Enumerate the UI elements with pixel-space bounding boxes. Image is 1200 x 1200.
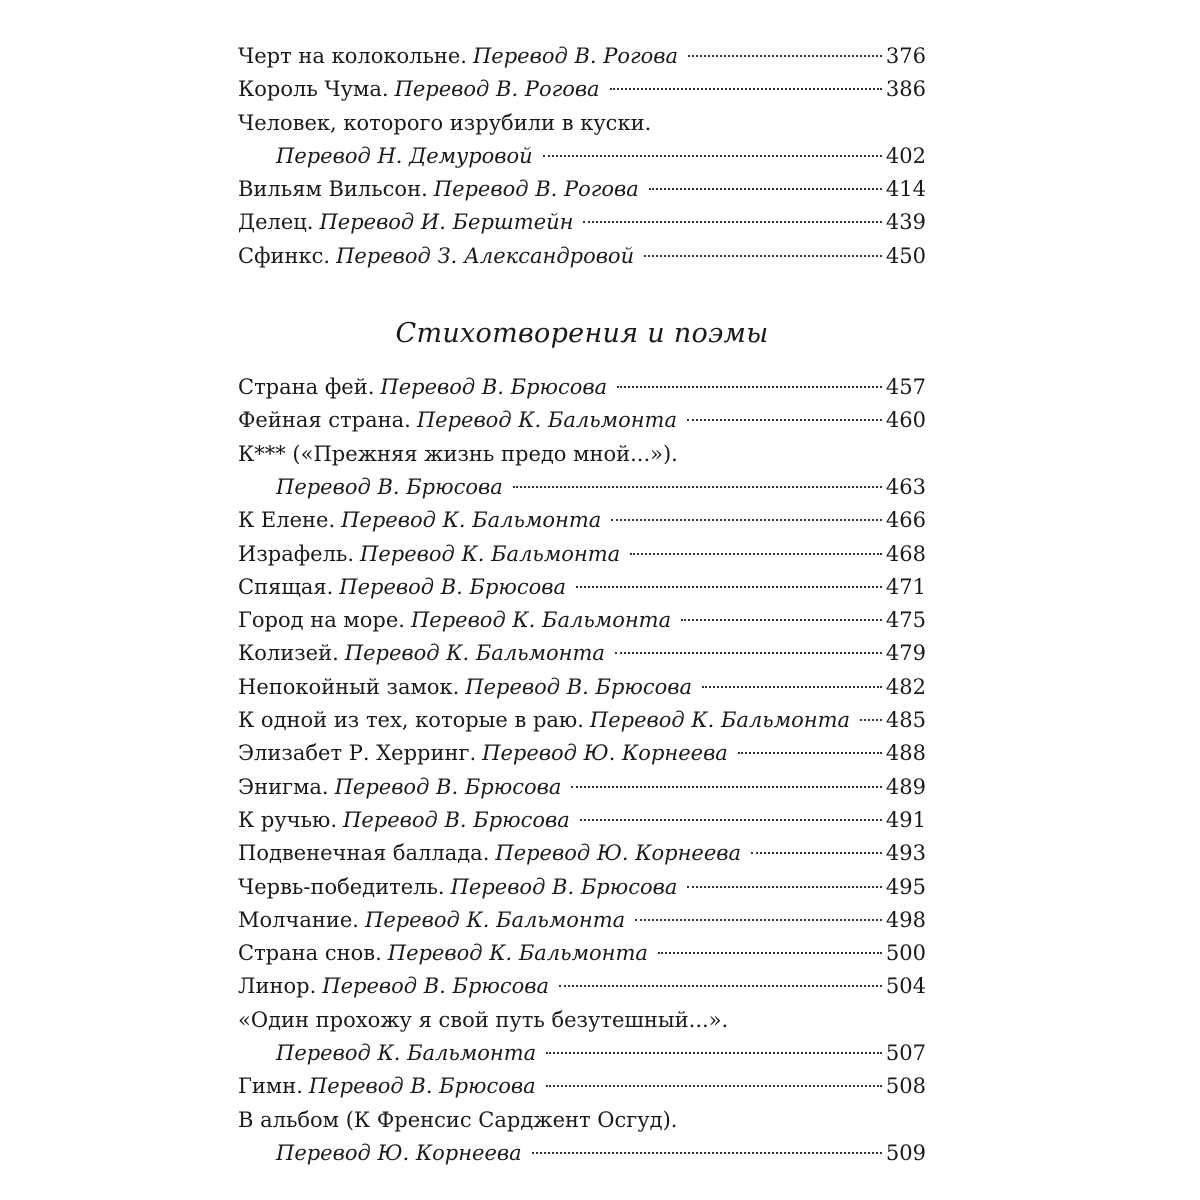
toc-entry	[238, 40, 926, 73]
toc-entry	[238, 173, 926, 206]
toc-entry	[238, 371, 926, 404]
dot-leader	[687, 886, 882, 888]
entry-page-number: 439	[885, 210, 926, 235]
entry-page-number: 402	[885, 143, 926, 168]
prose-entry-list	[238, 40, 926, 273]
toc-entry	[238, 671, 926, 704]
entry-translator: Перевод В. Брюсова	[339, 574, 567, 599]
dot-leader	[513, 486, 882, 488]
entry-title: Линор.	[238, 974, 317, 999]
entry-title: В альбом (К Френсис Сарджент Осгуд).	[238, 1107, 678, 1132]
toc-entry	[238, 771, 926, 804]
entry-translator: Перевод В. Брюсова	[450, 874, 678, 899]
entry-translator: Перевод В. Рогова	[394, 77, 600, 102]
entry-translator: Перевод К. Бальмонта	[276, 1041, 537, 1066]
dot-leader	[702, 686, 882, 688]
section-heading: Стихотворения и поэмы	[395, 318, 769, 350]
entry-page-number: 489	[885, 774, 926, 799]
poem-entry-list	[238, 371, 926, 1170]
entry-translator: Перевод К. Бальмонта	[416, 408, 677, 433]
entry-title: Король Чума.	[238, 77, 389, 102]
dot-leader	[543, 155, 882, 157]
toc-entry	[238, 904, 926, 937]
dot-leader	[559, 985, 882, 987]
entry-title: К Елене.	[238, 508, 336, 533]
dot-leader	[546, 1085, 882, 1087]
entry-page-number: 493	[885, 841, 926, 866]
dot-leader	[576, 586, 882, 588]
dot-leader	[630, 553, 882, 555]
entry-translator: Перевод В. Брюсова	[308, 1074, 536, 1099]
toc-entry	[238, 206, 926, 239]
toc-entry	[238, 404, 926, 437]
entry-translator: Перевод В. Брюсова	[380, 375, 608, 400]
entry-translator: Перевод К. Бальмонта	[410, 608, 672, 633]
entry-page-number: 482	[885, 674, 926, 699]
toc-entry	[238, 604, 926, 637]
entry-title: «Один прохожу я свой путь безутешный...».	[238, 1007, 729, 1032]
entry-title: Подвенечная баллада.	[238, 841, 490, 866]
dot-leader	[611, 519, 882, 521]
entry-title: Страна снов.	[238, 941, 382, 966]
entry-page-number: 386	[885, 77, 926, 102]
dot-leader	[546, 1052, 882, 1054]
entry-translator: Перевод Н. Демуровой	[276, 143, 533, 168]
entry-translator: Перевод К. Бальмонта	[589, 708, 851, 733]
entry-page-number: 475	[885, 608, 926, 633]
entry-page-number: 466	[885, 508, 926, 533]
toc-entry	[238, 471, 926, 504]
entry-page-number: 471	[885, 574, 926, 599]
toc-entry	[238, 704, 926, 737]
entry-translator: Перевод И. Берштейн	[319, 210, 574, 235]
entry-page-number: 468	[885, 541, 926, 566]
entry-title: Сфинкс.	[238, 243, 331, 268]
dot-leader	[532, 1152, 882, 1154]
entry-translator: Перевод Ю. Корнеева	[276, 1140, 522, 1165]
toc-entry	[238, 1070, 926, 1103]
entry-page-number: 485	[885, 708, 926, 733]
toc-entry	[238, 107, 926, 140]
entry-page-number: 460	[885, 408, 926, 433]
dot-leader	[687, 419, 882, 421]
table-of-contents	[238, 40, 926, 1170]
toc-entry	[238, 140, 926, 173]
entry-page-number: 507	[885, 1041, 926, 1066]
entry-translator: Перевод В. Брюсова	[276, 474, 503, 499]
dot-leader	[681, 619, 882, 621]
toc-entry	[238, 1137, 926, 1170]
toc-entry	[238, 737, 926, 770]
toc-entry	[238, 804, 926, 837]
dot-leader	[615, 652, 882, 654]
toc-entry	[238, 1037, 926, 1070]
entry-title: Непокойный замок.	[238, 674, 460, 699]
dot-leader	[580, 819, 882, 821]
entry-translator: Перевод К. Бальмонта	[387, 941, 648, 966]
dot-leader	[649, 188, 882, 190]
entry-page-number: 450	[885, 243, 926, 268]
entry-title: Израфель.	[238, 541, 355, 566]
entry-translator: Перевод В. Брюсова	[334, 774, 562, 799]
entry-title: Черт на колокольне.	[238, 44, 467, 68]
toc-entry	[238, 937, 926, 970]
entry-page-number: 509	[885, 1140, 926, 1165]
dot-leader	[738, 752, 882, 754]
dot-leader	[751, 852, 882, 854]
dot-leader	[644, 255, 882, 257]
dot-leader	[860, 719, 882, 721]
toc-entry	[238, 240, 926, 273]
dot-leader	[635, 919, 882, 921]
entry-title: Червь-победитель.	[238, 874, 445, 899]
entry-page-number: 463	[885, 474, 926, 499]
dot-leader	[658, 952, 882, 954]
toc-entry	[238, 73, 926, 106]
entry-translator: Перевод К. Бальмонта	[344, 641, 605, 666]
entry-translator: Перевод В. Брюсова	[322, 974, 550, 999]
entry-translator: Перевод В. Брюсова	[343, 807, 570, 832]
toc-entry	[238, 571, 926, 604]
toc-entry	[238, 1104, 926, 1137]
toc-entry	[238, 970, 926, 1003]
entry-title: Вильям Вильсон.	[238, 177, 428, 202]
entry-title: Молчание.	[238, 907, 359, 932]
entry-title: Город на море.	[238, 608, 405, 633]
entry-translator: Перевод Ю. Корнеева	[495, 841, 742, 866]
entry-title: Гимн.	[238, 1074, 303, 1099]
dot-leader	[610, 88, 882, 90]
entry-title: Человек, которого изрубили в куски.	[238, 110, 652, 135]
toc-entry	[238, 504, 926, 537]
dot-leader	[583, 221, 881, 223]
toc-entry	[238, 538, 926, 571]
entry-page-number: 414	[885, 177, 926, 202]
entry-translator: Перевод К. Бальмонта	[365, 907, 626, 932]
entry-page-number: 508	[885, 1074, 926, 1099]
entry-page-number: 495	[885, 874, 926, 899]
entry-page-number: 498	[885, 907, 926, 932]
toc-entry	[238, 1004, 926, 1037]
toc-entry	[238, 871, 926, 904]
entry-page-number: 479	[885, 641, 926, 666]
entry-title: К*** («Прежняя жизнь предо мной...»).	[238, 441, 678, 466]
entry-title: К одной из тех, которые в раю.	[238, 708, 584, 733]
entry-title: Спящая.	[238, 574, 334, 599]
entry-page-number: 504	[885, 974, 926, 999]
entry-title: Страна фей.	[238, 375, 375, 400]
entry-translator: Перевод К. Бальмонта	[360, 541, 621, 566]
dot-leader	[617, 386, 882, 388]
toc-entry	[238, 837, 926, 870]
entry-translator: Перевод В. Рогова	[433, 177, 639, 202]
dot-leader	[571, 786, 882, 788]
entry-page-number: 376	[885, 44, 926, 68]
entry-page-number: 500	[885, 941, 926, 966]
entry-translator: Перевод З. Александровой	[336, 243, 635, 268]
dot-leader	[688, 55, 882, 57]
entry-title: Колизей.	[238, 641, 339, 666]
entry-title: Элизабет Р. Херринг.	[238, 741, 477, 766]
entry-title: К ручью.	[238, 807, 338, 832]
entry-page-number: 457	[885, 375, 926, 400]
toc-entry	[238, 438, 926, 471]
entry-translator: Перевод К. Бальмонта	[341, 508, 602, 533]
entry-page-number: 488	[885, 741, 926, 766]
entry-title: Фейная страна.	[238, 408, 411, 433]
entry-translator: Перевод Ю. Корнеева	[482, 741, 728, 766]
entry-title: Делец.	[238, 210, 314, 235]
entry-page-number: 491	[885, 807, 926, 832]
entry-translator: Перевод В. Рогова	[472, 44, 679, 68]
entry-translator: Перевод В. Брюсова	[465, 674, 693, 699]
toc-entry	[238, 637, 926, 670]
entry-title: Энигма.	[238, 774, 329, 799]
